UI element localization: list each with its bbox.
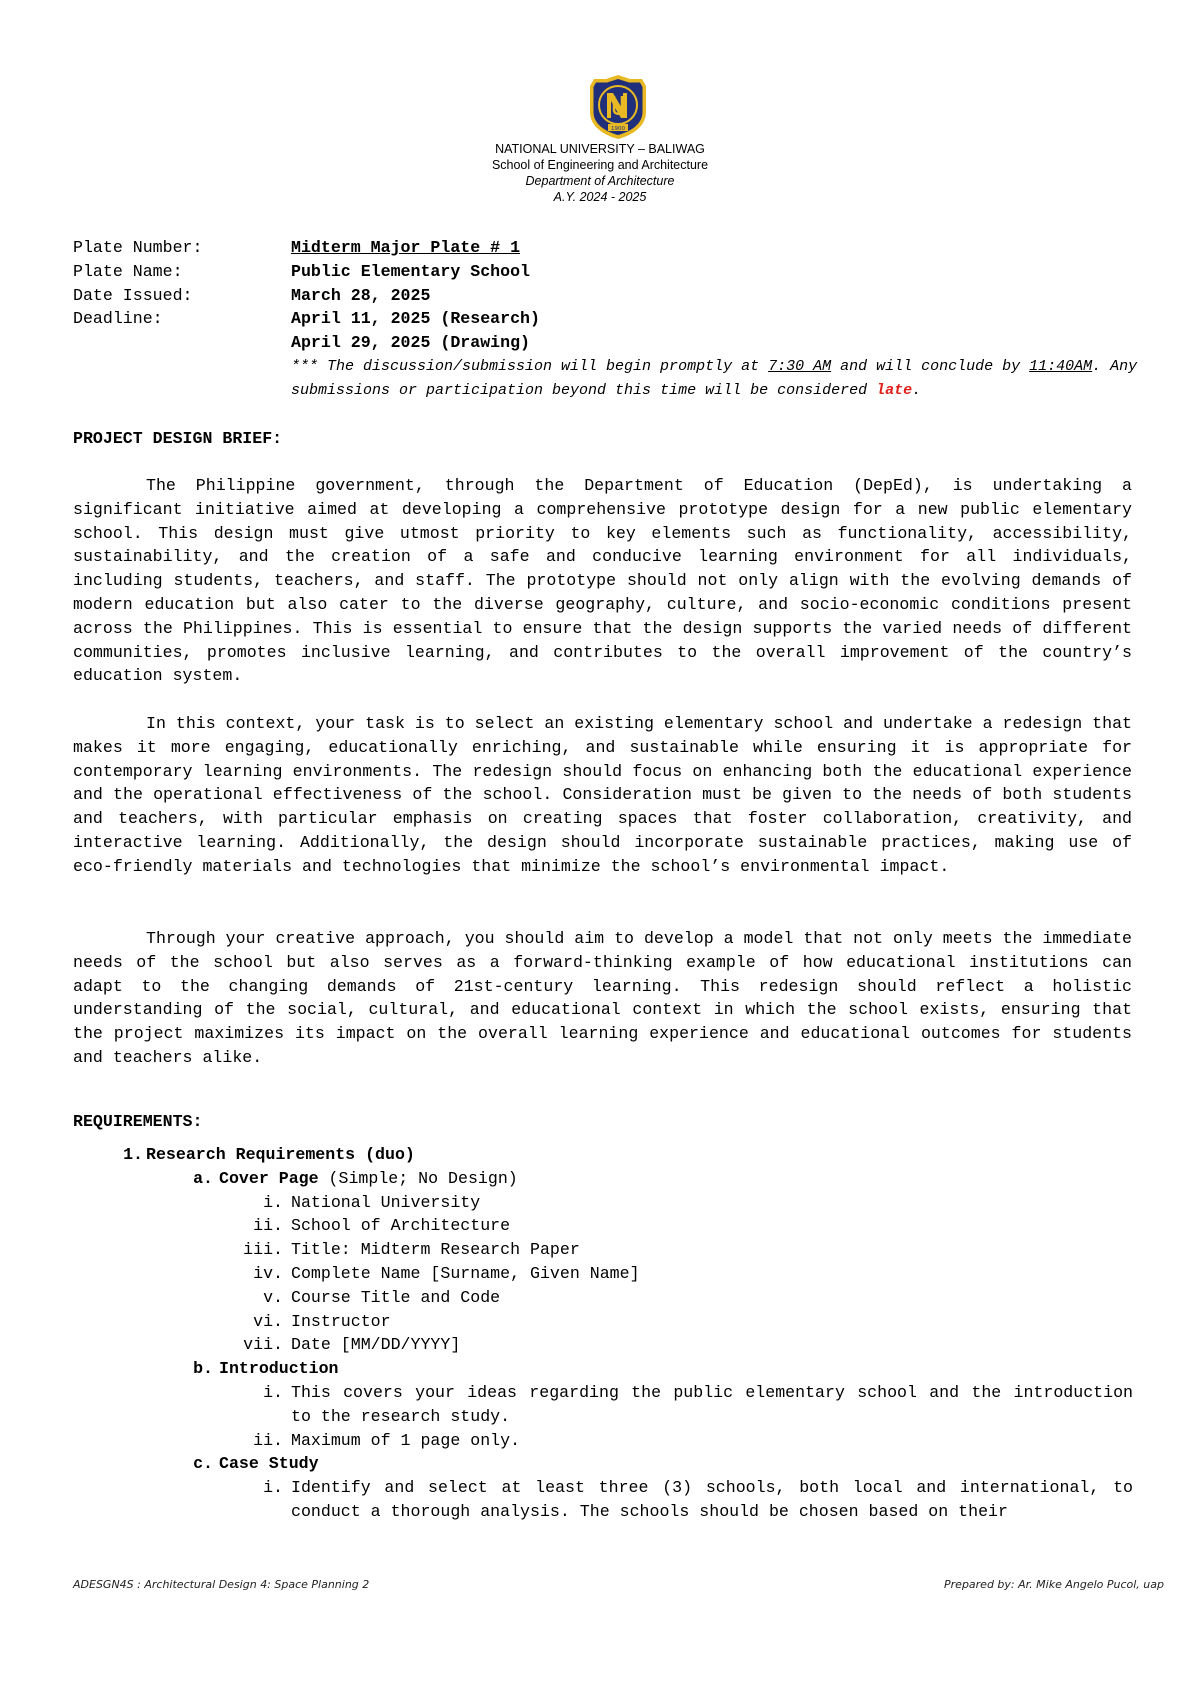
- note-text-end: .: [912, 381, 922, 399]
- list-item: [73, 1476, 1133, 1524]
- list-marker: c.: [193, 1454, 213, 1474]
- department-name: Department of Architecture: [525, 174, 675, 188]
- cover-page-note: (Simple; No Design): [318, 1168, 518, 1188]
- note-late-word: late: [876, 381, 913, 399]
- deadline-drawing-value: April 29, 2025 (Drawing): [291, 333, 530, 353]
- footer-course: ADESGN4S : Architectural Design 4: Space Planning 2: [73, 1578, 370, 1591]
- list-item-text: This covers your ideas regarding the public elementary school and the introduction to the research study.: [291, 1382, 1133, 1426]
- requirements-heading: REQUIREMENTS:: [73, 1112, 203, 1131]
- requirement-label: Research Requirements (duo): [146, 1145, 415, 1164]
- list-item-text: School of Architecture: [291, 1216, 511, 1236]
- date-issued-label: Date Issued:: [73, 285, 193, 305]
- requirements-list: [73, 1143, 1133, 1524]
- deadline-drawing-row: [73, 331, 1133, 355]
- list-marker: ii.: [253, 1430, 283, 1450]
- note-start-time: 7:30 AM: [768, 358, 832, 375]
- note-text-1: *** The discussion/submission will begin promptly at: [291, 358, 769, 375]
- submission-note: [291, 355, 1141, 402]
- plate-name-label: Plate Name:: [73, 261, 183, 281]
- plate-number-value: Midterm Major Plate # 1: [291, 238, 521, 257]
- list-item: [73, 1381, 1133, 1429]
- brief-heading: PROJECT DESIGN BRIEF:: [73, 429, 283, 448]
- list-item: [73, 1238, 1133, 1262]
- list-item: [73, 1333, 1133, 1357]
- list-marker: v.: [263, 1287, 283, 1307]
- list-marker: vii.: [243, 1335, 283, 1355]
- plate-name-value: Public Elementary School: [291, 261, 530, 281]
- case-study-item: [73, 1452, 1133, 1476]
- case-study-label: Case Study: [219, 1454, 319, 1474]
- list-marker: b.: [193, 1359, 213, 1379]
- plate-name-row: [73, 260, 1133, 284]
- institution-name: NATIONAL UNIVERSITY – BALIWAG: [495, 142, 705, 156]
- list-marker: iii.: [243, 1240, 283, 1260]
- cover-page-item: [73, 1167, 1133, 1191]
- footer-prepared-by: Prepared by: Ar. Mike Angelo Pucol, uap: [944, 1578, 1164, 1591]
- list-marker: a.: [193, 1168, 213, 1188]
- brief-paragraph-1: The Philippine government, through the Department of Education (DepEd), is undertaking a significant initiative aimed at developing a comprehensive prototype design for a new public elementary school. This design must give utmost priority to key elements such as functionality, accessibility, sustainability, and the creation of a safe and conducive learning environment for all individuals, including students, teachers, and staff. The prototype should not only align with the evolving demands of modern education but also cater to the diverse geography, culture, and socio-economic conditions present across the Philippines. This is essential to ensure that the design supports the varied needs of different communities, promotes inclusive learning, and contributes to the overall improvement of the country’s education system.: [73, 476, 1132, 686]
- list-item: [73, 1262, 1133, 1286]
- list-item-text: Identify and select at least three (3) schools, both local and international, to conduct a thorough analysis. The schools should be chosen based on their: [291, 1478, 1133, 1521]
- list-marker: i.: [263, 1382, 283, 1402]
- list-item: [73, 1191, 1133, 1215]
- list-item-text: Date [MM/DD/YYYY]: [291, 1335, 461, 1355]
- introduction-item: [73, 1357, 1133, 1381]
- list-marker: 1.: [123, 1145, 143, 1164]
- introduction-label: Introduction: [219, 1359, 339, 1379]
- deadline-label: Deadline:: [73, 309, 163, 329]
- list-marker: vi.: [253, 1311, 283, 1331]
- list-marker: iv.: [253, 1263, 283, 1283]
- list-marker: i.: [263, 1192, 283, 1212]
- list-item-text: Course Title and Code: [291, 1287, 501, 1307]
- plate-number-row: [73, 236, 1133, 260]
- list-item-text: Complete Name [Surname, Given Name]: [291, 1263, 640, 1283]
- list-item: [73, 1429, 1133, 1453]
- list-item-text: Maximum of 1 page only.: [291, 1430, 521, 1450]
- list-item-text: Instructor: [291, 1311, 391, 1331]
- list-marker: ii.: [253, 1216, 283, 1236]
- list-item: [73, 1214, 1133, 1238]
- brief-paragraph-2: In this context, your task is to select an existing elementary school and undertake a redesign that makes it more engaging, educationally enriching, and sustainable while ensuring it is appropriate for contemporary learning environments. The redesign should focus on enhancing both the educational experience and the operational effectiveness of the school. Consideration must be given to the needs of both students and teachers, with particular emphasis on creating spaces that foster collaboration, creativity, and interactive learning. Additionally, the design should incorporate sustainable practices, making use of eco-friendly materials and technologies that minimize the school’s environmental impact.: [73, 714, 1132, 876]
- list-item-text: Title: Midterm Research Paper: [291, 1240, 580, 1260]
- requirement-item-1: [73, 1143, 1133, 1167]
- university-seal-logo: [587, 74, 649, 140]
- deadline-research-value: April 11, 2025 (Research): [291, 309, 540, 329]
- deadline-row: [73, 307, 1133, 331]
- date-issued-value: March 28, 2025: [291, 285, 431, 305]
- list-marker: i.: [263, 1478, 283, 1498]
- list-item: [73, 1286, 1133, 1310]
- document-header: [0, 141, 1200, 205]
- note-end-time: 11:40AM: [1029, 358, 1093, 375]
- logo-year: 1900: [611, 126, 625, 132]
- note-text-3: . Any submissions or participation beyond this time will be considered: [291, 358, 1138, 399]
- cover-page-label: Cover Page: [219, 1168, 319, 1188]
- academic-year: A.Y. 2024 - 2025: [553, 190, 647, 204]
- list-item: [73, 1310, 1133, 1334]
- school-name: School of Engineering and Architecture: [491, 158, 709, 172]
- brief-paragraph-3: Through your creative approach, you should aim to develop a model that not only meets the immediate needs of the school but also serves as a forward-thinking example of how educational institutions can adapt to the changing demands of 21st-century learning. This redesign should reflect a holistic understanding of the social, cultural, and educational context in which the school exists, ensuring that the project maximizes its impact on the overall learning experience and educational outcomes for students and teachers alike.: [73, 929, 1132, 1067]
- plate-info: [73, 236, 1133, 355]
- note-text-2: and will conclude by: [831, 358, 1030, 375]
- date-issued-row: [73, 284, 1133, 308]
- plate-number-label: Plate Number:: [73, 238, 203, 257]
- list-item-text: National University: [291, 1192, 481, 1212]
